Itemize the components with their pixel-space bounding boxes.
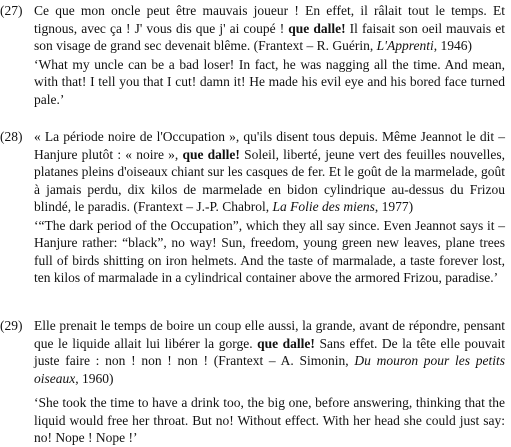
french-segment: Ce que mon oncle peut être mauvais joueur ! En effet, il râlait tout le temps. Et tignous, avec ça ! J' vous dis que j' ai coupé ! <box>34 3 505 36</box>
source-title: L'Apprenti <box>376 38 434 53</box>
key-phrase: que dalle! <box>257 335 315 351</box>
french-segment: Soleil, liberté, jeune vert des feuilles nouvelles, platanes pleins d'oiseaux chiant sur les casques de fer. Et le goût de la marmelade, goût à jamais perdu, dix kilos de marmelade en bidon cylindrique au-dessus du Frizou blindé, le paradis. (Frantext – J.-P. Chabrol, <box>34 146 505 214</box>
source-year: , 1960) <box>75 370 114 386</box>
example-body <box>34 128 505 287</box>
source-title: Du mouron pour les petits oiseaux <box>34 353 505 386</box>
example-body <box>34 2 505 108</box>
french-segment: « La période noire de l'Occupation », qu'ils disent tous depuis. Même Jeannot le dit – Hanjure plutôt : « noire », <box>34 129 505 162</box>
source-title: La Folie des miens <box>272 199 375 214</box>
example-number: (29) <box>0 318 23 333</box>
french-segment: Il faisait son oeil mauvais et son visage de grand sec devenait blême. (Frantext – R. Guérin, <box>34 20 505 53</box>
key-phrase: que dalle! <box>182 146 240 162</box>
french-text <box>34 2 505 55</box>
example-number: (28) <box>0 129 23 144</box>
source-year: , 1977) <box>374 199 414 214</box>
key-phrase: que dalle! <box>288 20 346 36</box>
english-translation: ‘She took the time to have a drink too, the big one, before answering, thinking that the liquid would free her throat. But no! Without effect. With her head she could just say: no! Nope ! Nope !’ <box>34 395 505 445</box>
french-segment: Sans effet. De la tête elle pouvait juste faire : non ! non ! non ! (Frantext – A. Simonin, <box>34 335 505 368</box>
english-translation: ‘What my uncle can be a bad loser! In fact, he was nagging all the time. And mean, with that! I tell you that I cut! damn it! He made his evil eye and his bored face turned pale.’ <box>34 56 505 107</box>
french-segment: Elle prenait le temps de boire un coup elle aussi, la grande, avant de répondre, pensant que le liquide allait lui libérer la gorge. <box>34 318 505 351</box>
english-translation: ‘“The dark period of the Occupation”, which they all say since. Even Jeannot says it – Hanjure rather: “black”, no way! Sun, freedom, young green new leaves, plane trees full of birds shitting on iron helmets. And the taste of marmalade, a taste forever lost, ten kilos of marmalade in a cylindrical container above the armored Frizou, paradise.’ <box>34 217 505 285</box>
source-year: , 1946) <box>433 38 473 53</box>
french-text <box>34 317 505 387</box>
french-text <box>34 128 505 216</box>
example-body <box>34 317 505 447</box>
example-number: (27) <box>0 3 23 18</box>
